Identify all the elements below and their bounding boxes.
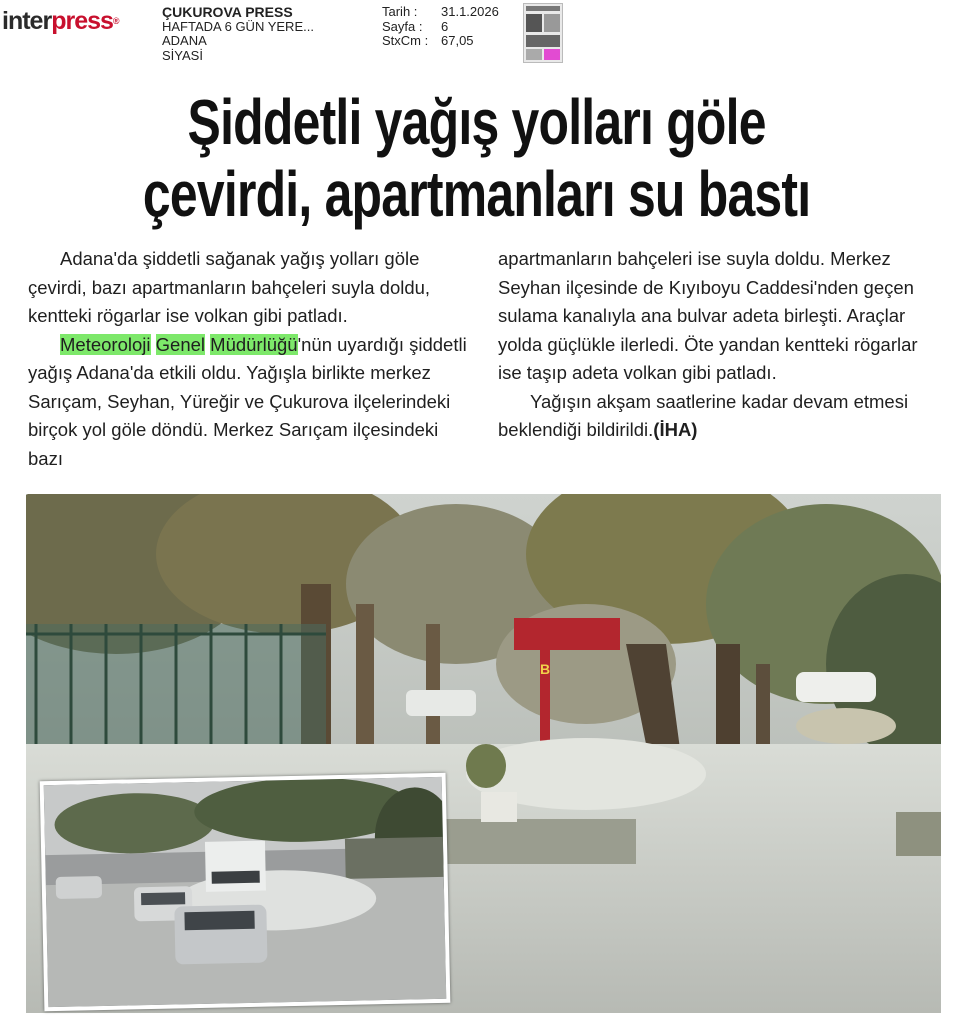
paragraph-2-text: 'nün uyardığı şiddetli yağış Adana'da etkili oldu. Yağışla birlikte merkez Sarıçam, Seyhan, Yüreğir ve Çukurova ilçelerindeki birçok yol göle döndü. Merkez Sarıçam ilçesindeki bazı — [28, 333, 467, 469]
article-headline — [103, 86, 849, 230]
article-column-right — [498, 245, 943, 445]
inset-photo-cars-in-flood — [40, 773, 451, 1011]
meta-value: 67,05 — [441, 33, 474, 48]
paragraph-4-text: Yağışın akşam saatlerine kadar devam etmesi beklendiği bildirildi. — [498, 390, 909, 440]
meta-key: Sayfa : — [382, 18, 423, 34]
paragraph-4 — [498, 388, 943, 445]
article-column-left — [28, 245, 478, 473]
headline-line-2: çevirdi, apartmanları su bastı — [142, 158, 811, 230]
publication-city: ADANA — [162, 33, 207, 48]
clipping-meta — [382, 5, 499, 49]
meta-key: StxCm : — [382, 33, 429, 48]
page-thumbnail[interactable] — [523, 3, 563, 63]
publication-frequency: HAFTADA 6 GÜN YERE... — [162, 18, 314, 34]
inset-photo-illustration — [44, 777, 447, 1007]
news-source: (İHA) — [653, 419, 698, 440]
meta-row-page — [382, 20, 499, 35]
highlight-word: Müdürlüğü — [210, 333, 298, 355]
highlight-word: Meteoroloji — [60, 333, 151, 355]
headline-line-1: Şiddetli yağış yolları göle — [187, 86, 766, 158]
publication-name: ÇUKUROVA PRESS — [162, 4, 293, 20]
meta-value: 6 — [441, 18, 449, 34]
highlight-word: Genel — [155, 333, 206, 355]
paragraph-2 — [28, 331, 478, 474]
interpress-logo: interpress® — [2, 7, 119, 35]
meta-row-date — [382, 5, 499, 20]
publication-info — [162, 5, 314, 63]
paragraph-3: apartmanların bahçeleri ise suyla doldu. Merkez Seyhan ilçesinde de Kıyıboyu Caddesi'nden geçen sulama kanalıyla ana bulvar adeta birleşti. Araçlar yolda güçlükle ilerledi. Öte yandan kentteki rögarlar ise taşıp adeta volkan gibi patladı. — [498, 248, 918, 383]
meta-value: 31.1.2026 — [441, 4, 499, 19]
publication-category: SİYASİ — [162, 47, 203, 63]
meta-row-stxcm — [382, 34, 499, 49]
paragraph-1: Adana'da şiddetli sağanak yağış yolları göle çevirdi, bazı apartmanların bahçeleri suyla doldu, kentteki rögarlar ise volkan gibi patladı. — [28, 248, 431, 326]
meta-key: Tarih : — [382, 4, 418, 19]
kiosk-sign-letter: B — [539, 661, 551, 677]
